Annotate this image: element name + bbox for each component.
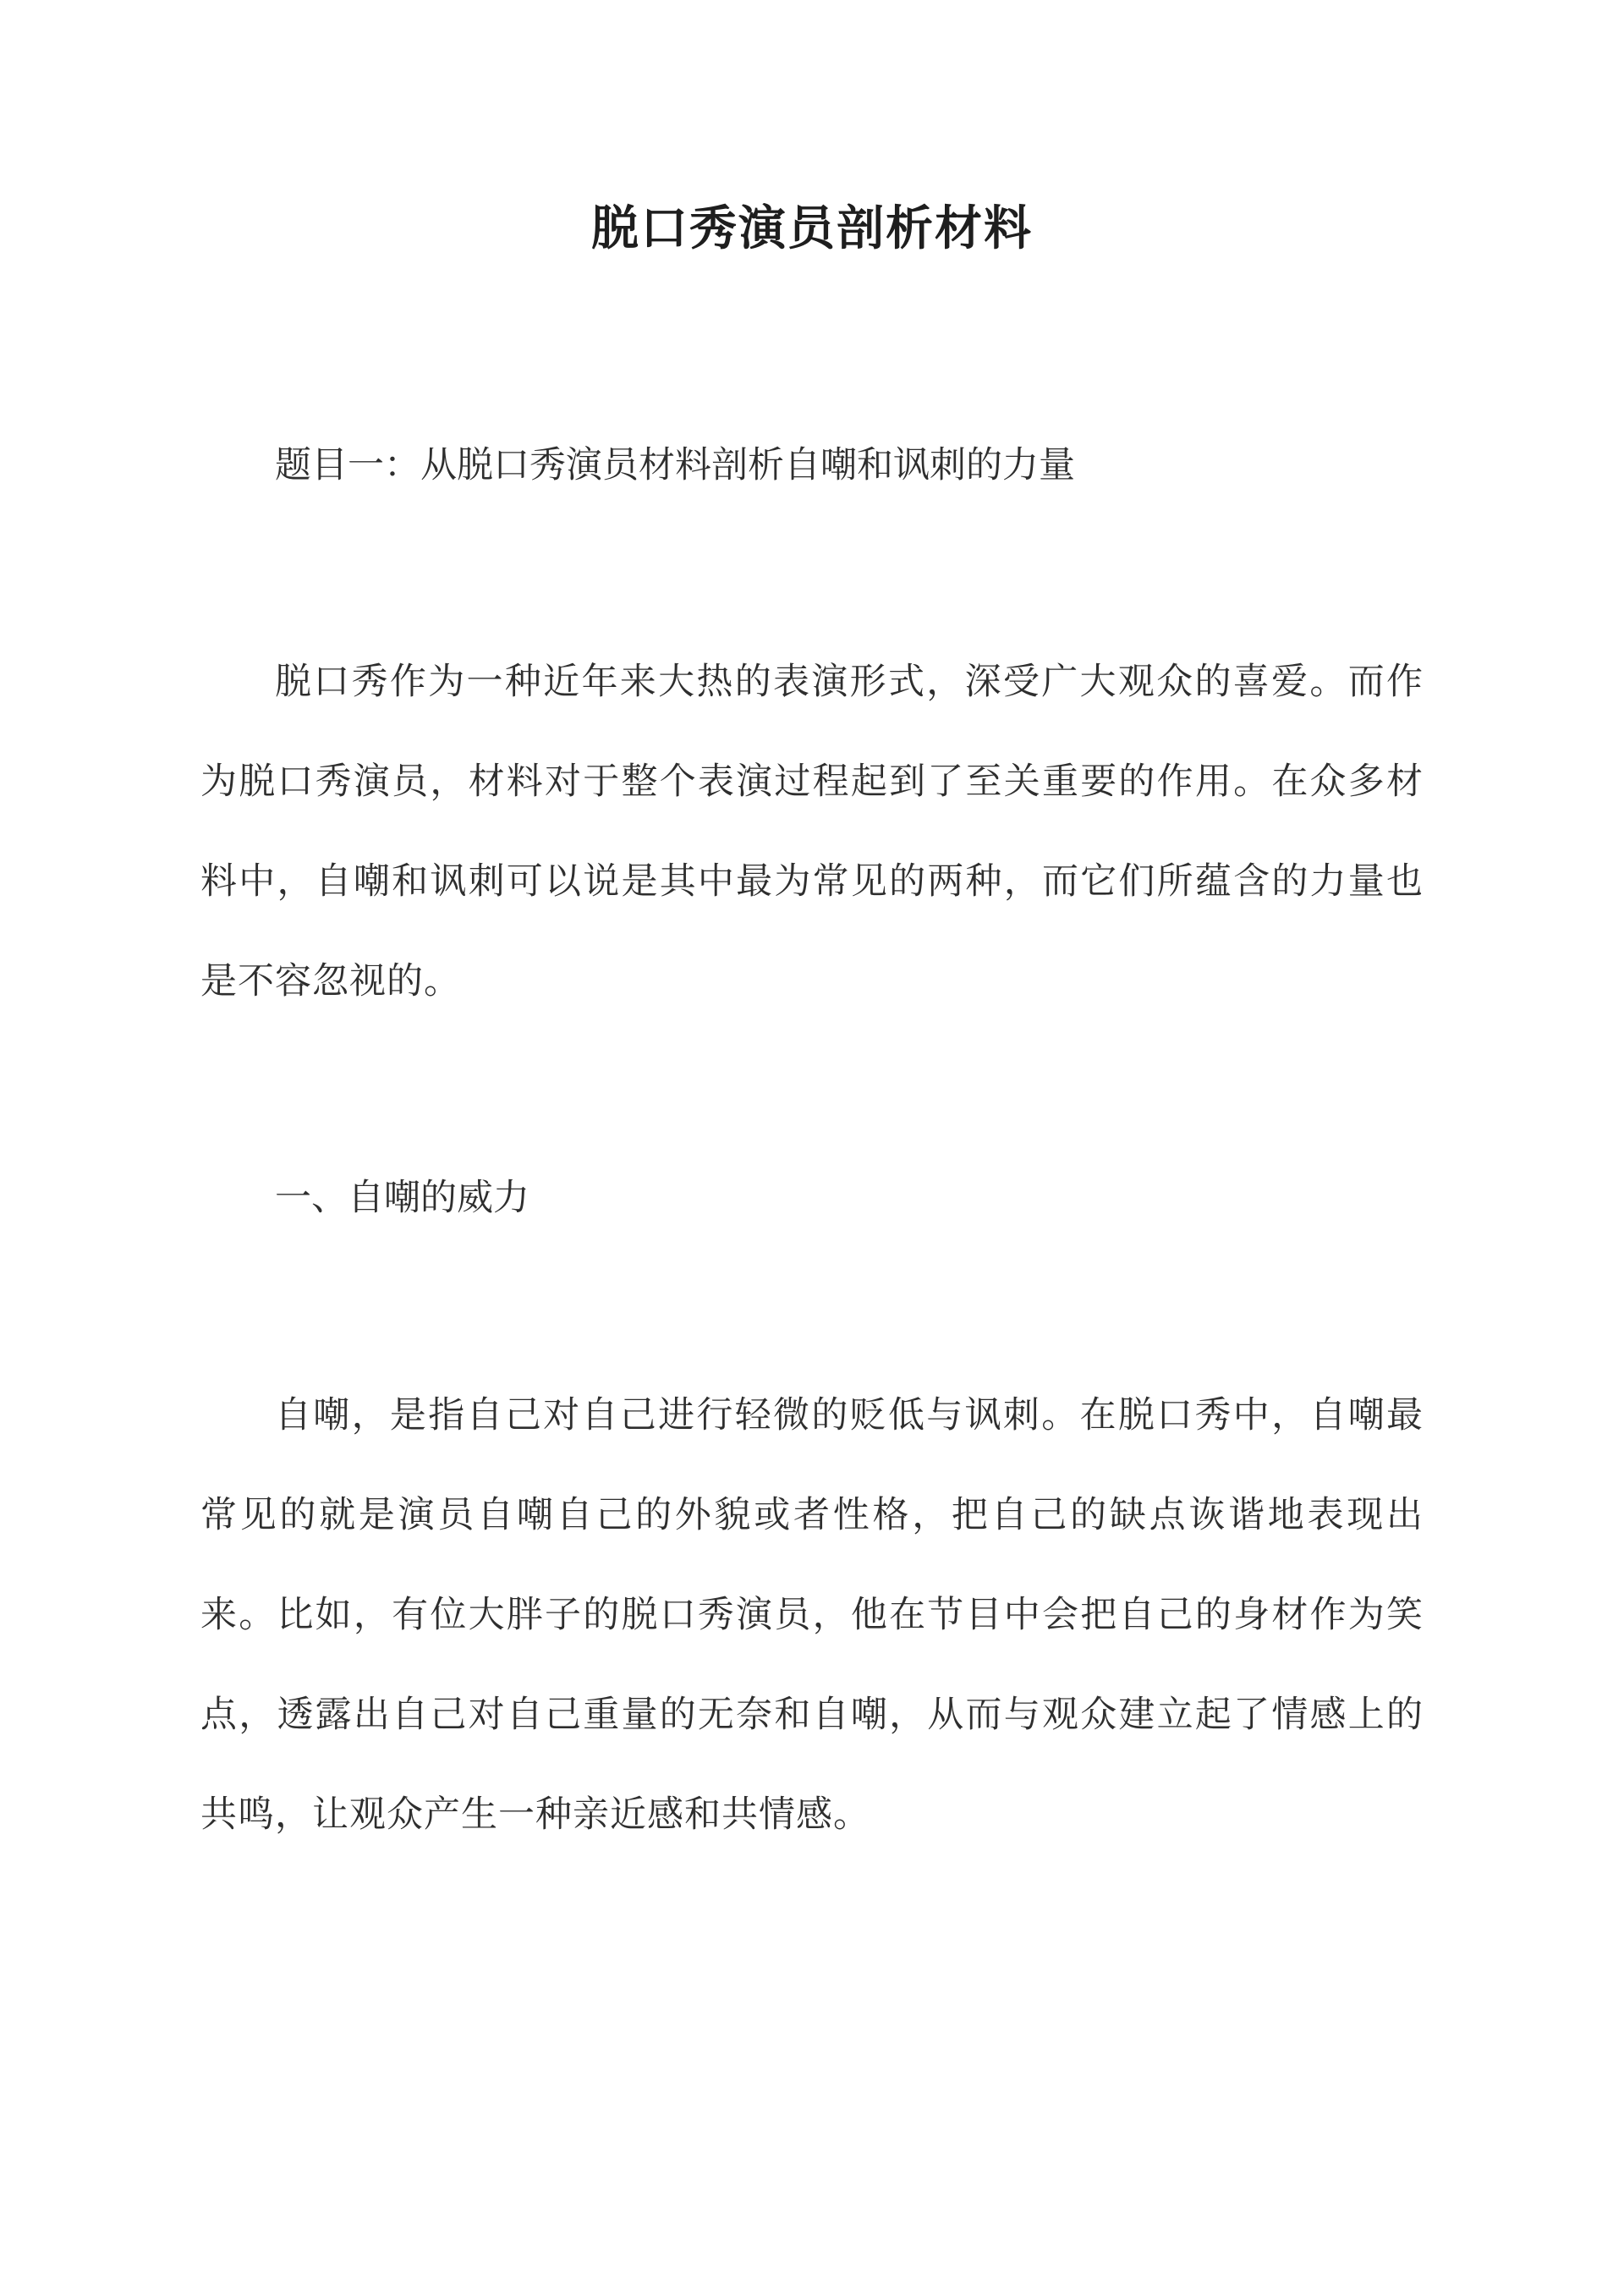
- topic-heading: 题目一：从脱口秀演员材料剖析自嘲和讽刺的力量: [275, 444, 1075, 486]
- section-1-heading: 一、自嘲的威力: [275, 1177, 529, 1219]
- intro-paragraph: 脱口秀作为一种近年来大热的表演形式，深受广大观众的喜爱。而作为脱口秀演员，材料对于整个表演过程起到了至关重要的作用。在众多材料中，自嘲和讽刺可以说是其中最为常见的两种，而它们所蕴含的力量也是不容忽视的。: [200, 661, 1424, 1002]
- section-1-paragraph: 自嘲，是指自己对自己进行轻微的贬低与讽刺。在脱口秀中，自嘲最常见的就是演员自嘲自己的外貌或者性格，把自己的缺点诙谐地表现出来。比如，有位大胖子的脱口秀演员，他在节目中会把自己的身材作为笑点，透露出自己对自己重量的无奈和自嘲，从而与观众建立起了情感上的共鸣，让观众产生一种亲近感和共情感。: [200, 1394, 1424, 1836]
- document-title: 脱口秀演员剖析材料: [591, 200, 1033, 256]
